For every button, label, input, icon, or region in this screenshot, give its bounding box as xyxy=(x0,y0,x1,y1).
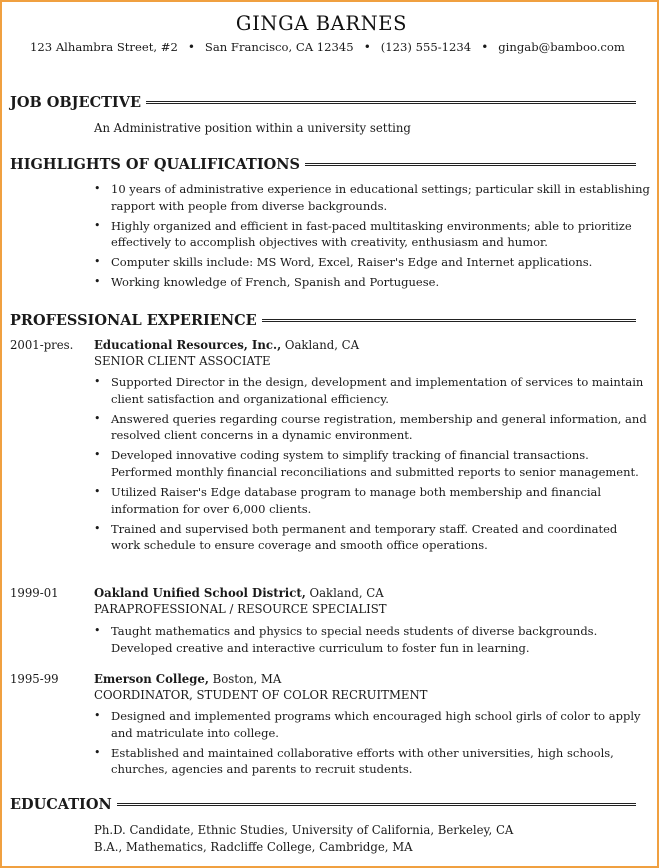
section-experience xyxy=(10,310,636,330)
job-dates: 1995-99 xyxy=(10,672,59,686)
section-job-objective xyxy=(10,92,636,112)
list-item: • Trained and supervised both permanent and temporary staff. Created and coordinated work schedule to ensure coverage and smooth office operations. xyxy=(94,521,650,554)
job-bullets xyxy=(94,708,650,781)
list-item: • Developed innovative coding system to simplify tracking of financial transactions. Performed monthly financial reconciliations and submitted reports to senior management. xyxy=(94,447,650,480)
section-rule xyxy=(117,803,636,806)
phone-number: (123) 555-1234 xyxy=(380,40,472,54)
highlights-list xyxy=(94,181,650,295)
education-line: Ph.D. Candidate, Ethnic Studies, University of California, Berkeley, CA xyxy=(94,823,514,837)
job-dates: 1999-01 xyxy=(10,586,59,600)
list-item: • Utilized Raiser's Edge database program to manage both membership and financial information for over 6,000 clients. xyxy=(94,484,650,517)
section-education xyxy=(10,794,636,814)
list-item: • Established and maintained collaborative efforts with other universities, high schools, churches, agencies and parents to recruit students. xyxy=(94,745,650,778)
section-title: PROFESSIONAL EXPERIENCE xyxy=(10,311,257,329)
list-item: • Highly organized and efficient in fast-paced multitasking environments; able to prioritize effectively to accomplish objectives with creativity, enthusiasm and humor. xyxy=(94,218,650,251)
list-item: • Designed and implemented programs which encouraged high school girls of color to apply and matriculate into college. xyxy=(94,708,650,741)
list-item: • Working knowledge of French, Spanish and Portuguese. xyxy=(94,274,650,291)
list-item: • Supported Director in the design, development and implementation of services to maintain client satisfaction and organizational efficiency. xyxy=(94,374,650,407)
email-address: gingab@bamboo.com xyxy=(498,40,625,54)
section-rule xyxy=(146,101,636,104)
job-role: COORDINATOR, STUDENT OF COLOR RECRUITMENT xyxy=(94,688,428,702)
street-address: 123 Alhambra Street, #2 xyxy=(30,40,178,54)
section-rule xyxy=(262,319,636,322)
section-title: HIGHLIGHTS OF QUALIFICATIONS xyxy=(10,155,300,173)
org-name: Oakland Unified School District, xyxy=(94,586,306,600)
job-organization xyxy=(94,585,384,602)
section-title: EDUCATION xyxy=(10,795,112,813)
objective-text: An Administrative position within a university setting xyxy=(94,121,411,135)
list-item: • Computer skills include: MS Word, Excel, Raiser's Edge and Internet applications. xyxy=(94,254,650,271)
candidate-name: GINGA BARNES xyxy=(235,12,408,35)
job-organization xyxy=(94,671,281,688)
org-name: Educational Resources, Inc., xyxy=(94,338,282,352)
job-bullets xyxy=(94,623,650,660)
contact-line: 123 Alhambra Street, #2 • San Francisco, CA 12345 • (123) 555-1234 • gingab@bamboo.com xyxy=(30,40,625,54)
org-location: Boston, MA xyxy=(208,672,282,686)
education-line: B.A., Mathematics, Radcliffe College, Cambridge, MA xyxy=(94,840,413,854)
section-rule xyxy=(305,163,636,166)
city-state-zip: San Francisco, CA 12345 xyxy=(204,40,354,54)
org-location: Oakland, CA xyxy=(305,586,384,600)
list-item: • Taught mathematics and physics to special needs students of diverse backgrounds. Developed creative and interactive curriculum to foster fun in learning. xyxy=(94,623,650,656)
list-item: • Answered queries regarding course registration, membership and general information, and resolved client concerns in a dynamic environment. xyxy=(94,411,650,444)
section-highlights xyxy=(10,154,636,174)
job-role: SENIOR CLIENT ASSOCIATE xyxy=(94,354,271,368)
job-bullets xyxy=(94,374,650,557)
job-organization xyxy=(94,337,359,354)
job-role: PARAPROFESSIONAL / RESOURCE SPECIALIST xyxy=(94,602,387,616)
org-location: Oakland, CA xyxy=(281,338,360,352)
job-dates: 2001-pres. xyxy=(10,338,74,352)
org-name: Emerson College, xyxy=(94,672,209,686)
section-title: JOB OBJECTIVE xyxy=(10,93,142,111)
list-item: • 10 years of administrative experience in educational settings; particular skill in establishing rapport with people from diverse backgrounds. xyxy=(94,181,650,214)
